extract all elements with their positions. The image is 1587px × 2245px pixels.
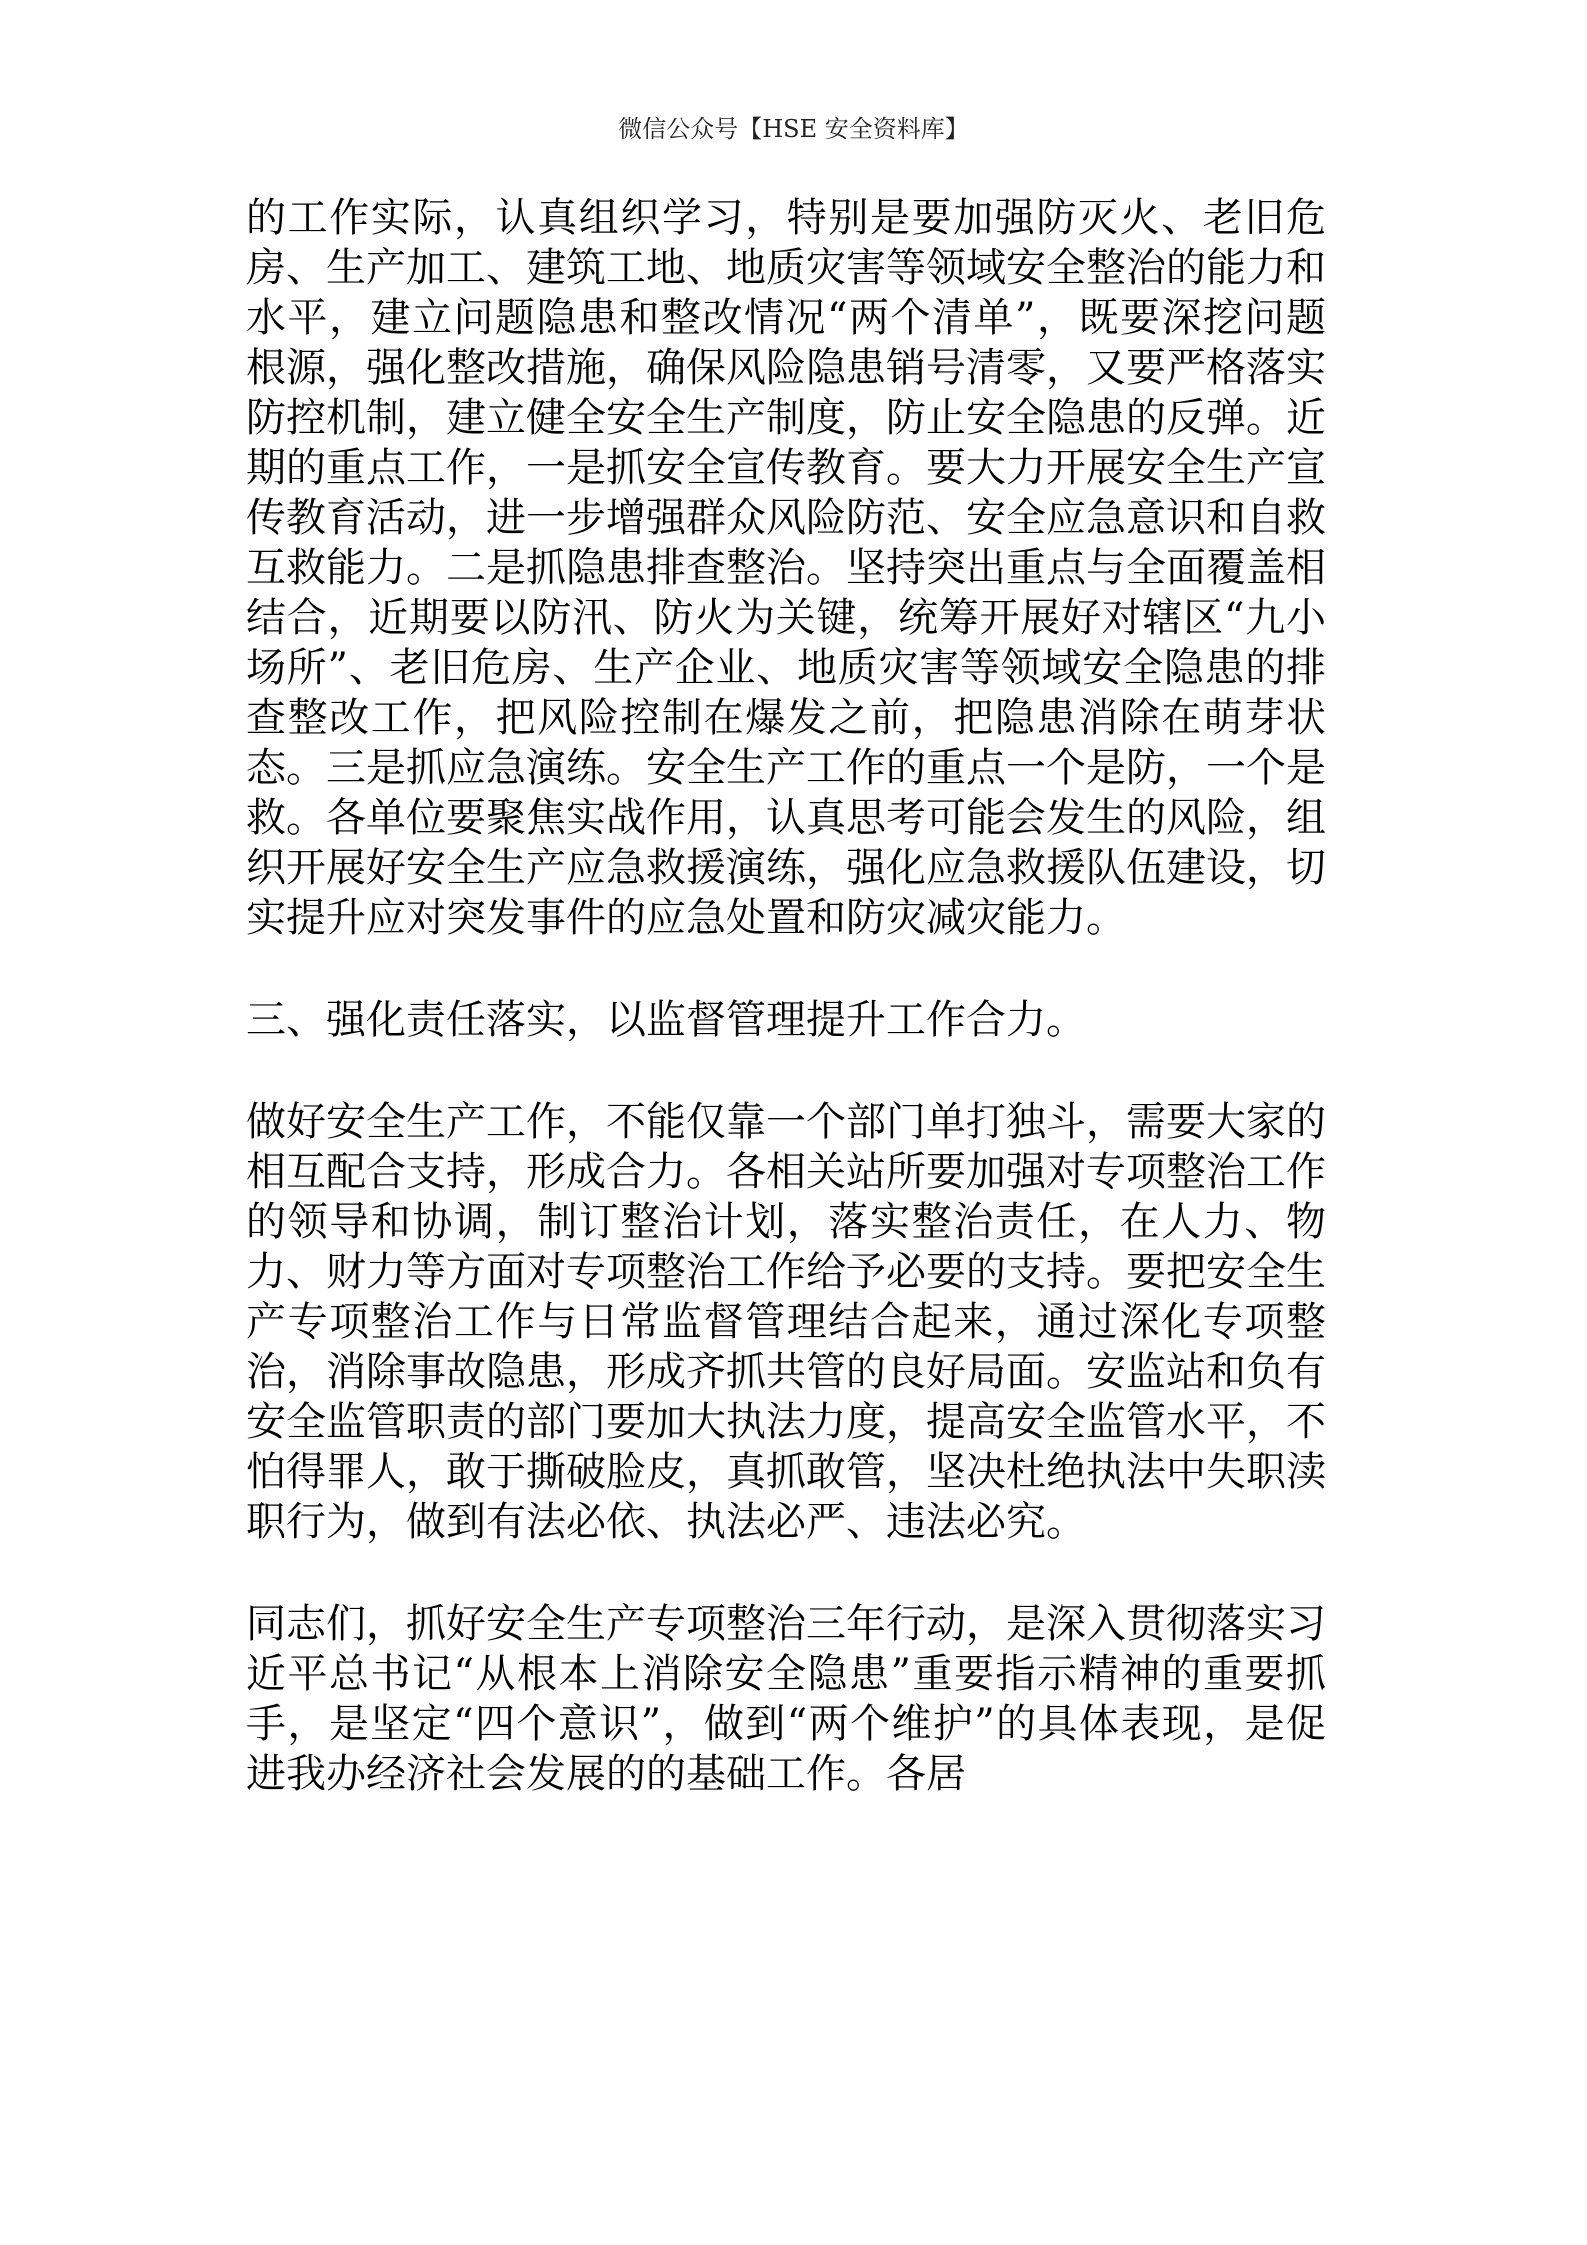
paragraph-work-focus: 的工作实际，认真组织学习，特别是要加强防灭火、老旧危房、生产加工、建筑工地、地质灾害等领域安全整治的能力和水平，建立问题隐患和整改情况“两个清单”，既要深挖问题根源，强化整改措施，确保风险隐患销号清零，又要严格落实防控机制，建立健全安全生产制度，防止安全隐患的反弹。近期的重点工作，一是抓安全宣传教育。要大力开展安全生产宣传教育活动，进一步增强群众风险防范、安全应急意识和自救互救能力。二是抓隐患排查整治。坚持突出重点与全面覆盖相结合，近期要以防汛、防火为关键，统筹开展好对辖区“九小场所”、老旧危房、生产企业、地质灾害等领域安全隐患的排查整改工作，把风险控制在爆发之前，把隐患消除在萌芽状态。三是抓应急演练。安全生产工作的重点一个是防，一个是救。各单位要聚焦实战作用，认真思考可能会发生的风险，组织开展好安全生产应急救援演练，强化应急救援队伍建设，切实提升应对突发事件的应急处置和防灾减灾能力。 xyxy=(246,195,1326,941)
document-body xyxy=(246,193,1326,1799)
page-header: 微信公众号【HSE 安全资料库】 xyxy=(618,115,969,143)
paragraph-supervision: 做好安全生产工作，不能仅靠一个部门单打独斗，需要大家的相互配合支持，形成合力。各相关站所要加强对专项整治工作的领导和协调，制订整治计划，落实整治责任，在人力、物力、财力等方面对专项整治工作给予必要的支持。要把安全生产专项整治工作与日常监督管理结合起来，通过深化专项整治，消除事故隐患，形成齐抓共管的良好局面。安监站和负有安全监管职责的部门要加大执法力度，提高安全监管水平，不怕得罪人，敢于撕破脸皮，真抓敢管，坚决杜绝执法中失职渎职行为，做到有法必依、执法必严、违法必究。 xyxy=(246,1099,1326,1545)
section-heading-responsibility: 三、强化责任落实，以监督管理提升工作合力。 xyxy=(246,997,1086,1043)
paragraph-conclusion: 同志们，抓好安全生产专项整治三年行动，是深入贯彻落实习近平总书记“从根本上消除安全隐患”重要指示精神的重要抓手，是坚定“四个意识”，做到“两个维护”的具体表现，是促进我办经济社会发展的的基础工作。各居 xyxy=(246,1601,1326,1797)
